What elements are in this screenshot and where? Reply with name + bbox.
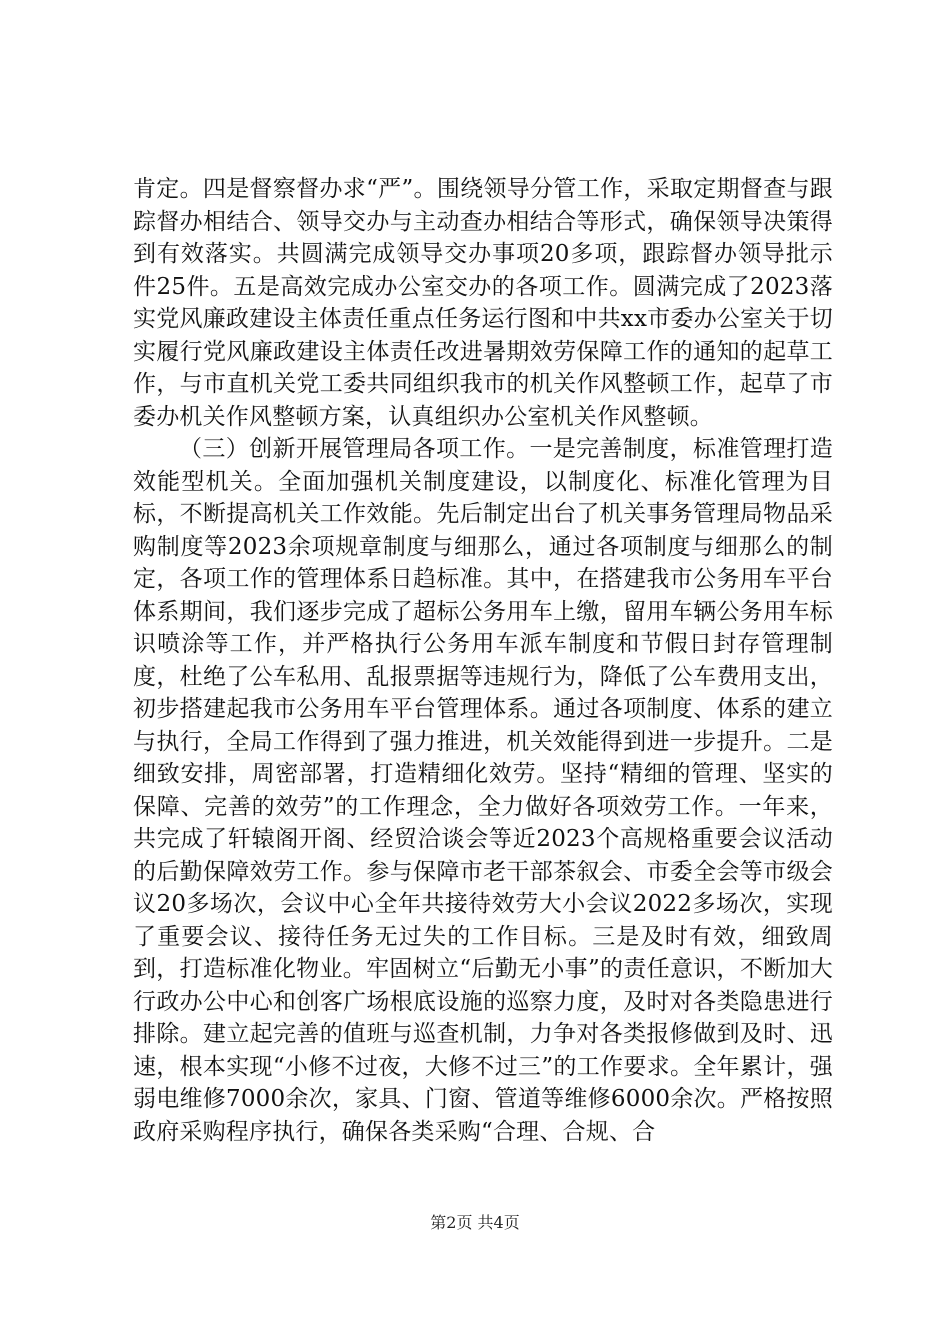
paragraph-2: （三）创新开展管理局各项工作。一是完善制度，标准管理打造效能型机关。全面加强机关制度建设，以制度化、标准化管理为目标，不断提高机关工作效能。先后制定出台了机关事务管理局物品采购制度等2023余项规章制度与细那么，通过各项制度与细那么的制定，各项工作的管理体系日趋标准。其中，在搭建我市公务用车平台体系期间，我们逐步完成了超标公务用车上缴，留用车辆公务用车标识喷涂等工作，并严格执行公务用车派车制度和节假日封存管理制度，杜绝了公车私用、乱报票据等违规行为，降低了公车费用支出，初步搭建起我市公务用车平台管理体系。通过各项制度、体系的建立与执行，全局工作得到了强力推进，机关效能得到进一步提升。二是细致安排，周密部署，打造精细化效劳。坚持“精细的管理、坚实的保障、完善的效劳”的工作理念，全力做好各项效劳工作。一年来，共完成了轩辕阁开阁、经贸洽谈会等近2023个高规格重要会议活动的后勤保障效劳工作。参与保障市老干部茶叙会、市委全会等市级会议20多场次，会议中心全年共接待效劳大小会议2022多场次，实现了重要会议、接待任务无过失的工作目标。三是及时有效，细致周到，打造标准化物业。牢固树立“后勤无小事”的责任意识，不断加大行政办公中心和创客广场根底设施的巡察力度，及时对各类隐患进行排除。建立起完善的值班与巡查机制，力争对各类报修做到及时、迅速，根本实现“小修不过夜，大修不过三”的工作要求。全年累计，强弱电维修7000余次，家具、门窗、管道等维修6000余次。严格按照政府采购程序执行，确保各类采购“合理、合规、合	[133, 436, 833, 1145]
paragraph-1: 肯定。四是督察督办求“严”。围绕领导分管工作，采取定期督查与跟踪督办相结合、领导交办与主动查办相结合等形式，确保领导决策得到有效落实。共圆满完成领导交办事项20多项，跟踪督办领导批示件25件。五是高效完成办公室交办的各项工作。圆满完成了2023落实党风廉政建设主体责任重点任务运行图和中共xx市委办公室关于切实履行党风廉政建设主体责任改进暑期效劳保障工作的通知的起草工作，与市直机关党工委共同组织我市的机关作风整顿工作，起草了市委办机关作风整顿方案，认真组织办公室机关作风整顿。	[133, 176, 833, 430]
document-body	[133, 173, 833, 1148]
page-number-footer: 第2页 共4页	[430, 1213, 520, 1232]
